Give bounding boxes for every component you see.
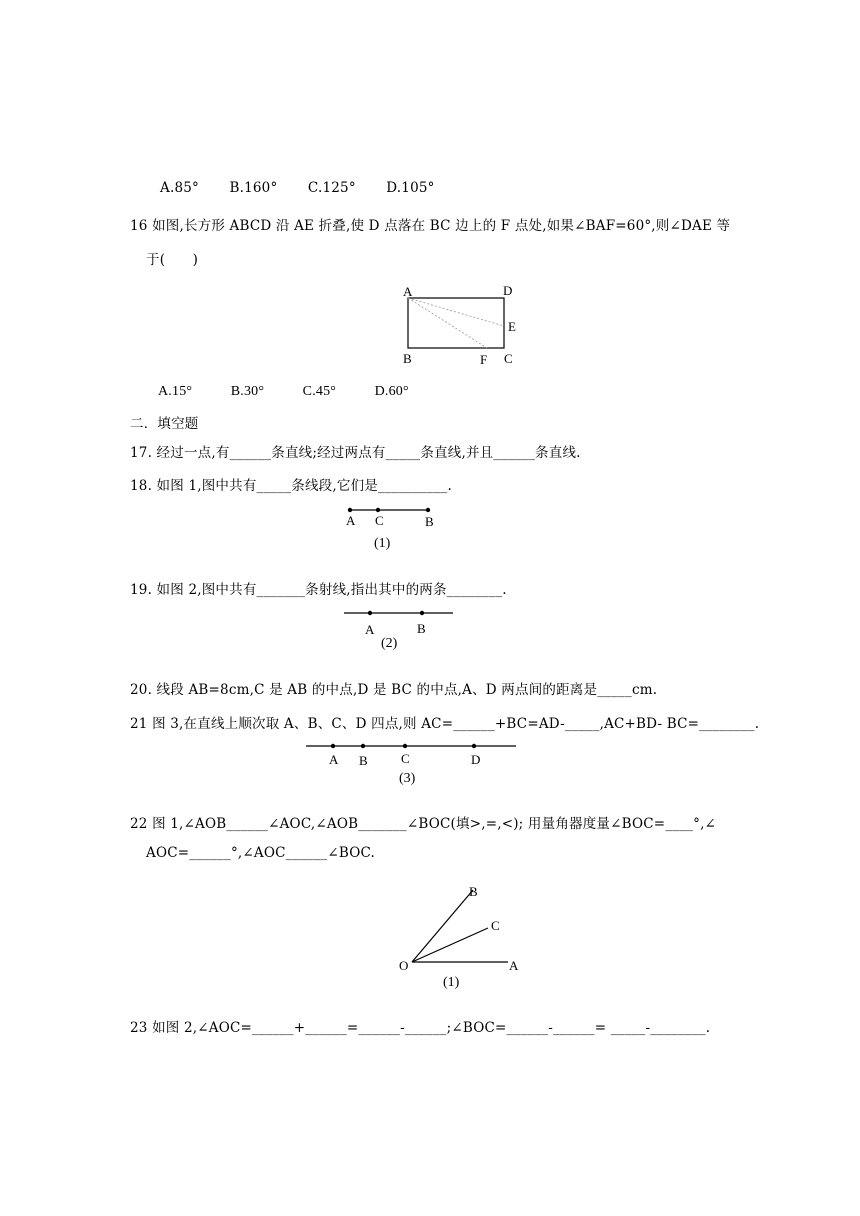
q22-label-b: B (469, 884, 478, 899)
section-heading: 二．填空题 (130, 416, 199, 432)
q19-label-b: B (417, 621, 426, 636)
q19-text: 19. 如图 2,图中共有_______条射线,指出其中的两条________. (130, 582, 507, 598)
q18-caption: (1) (374, 536, 391, 551)
q18-label-b: B (425, 514, 434, 529)
q16-option-c: C.45° (302, 384, 337, 399)
q15-option-d: D.105° (386, 180, 435, 196)
q23-text: 23 如图 2,∠AOC=______+______=______-______;∠BOC=______-______= _____-________. (130, 1020, 711, 1036)
fold-line-af (408, 298, 487, 348)
q18-label-c: C (375, 513, 384, 528)
q19-caption: (2) (381, 636, 398, 651)
q22-caption: (1) (443, 975, 460, 990)
point-d (472, 744, 476, 748)
point-b (361, 744, 365, 748)
q15-option-c: C.125° (307, 180, 356, 196)
ray-ob (412, 890, 473, 962)
q18-label-a: A (346, 513, 356, 528)
ray-oc (412, 928, 488, 962)
q22-label-o: O (399, 958, 409, 973)
q17-text: 17. 经过一点,有______条直线;经过两点有_____条直线,并且______条直线. (130, 445, 581, 461)
q15-option-b: B.160° (229, 180, 278, 196)
q16-text-line2: 于( ) (146, 252, 199, 268)
q16-options (158, 383, 443, 400)
q16-option-b: B.30° (230, 384, 265, 399)
q21-label-d: D (471, 752, 481, 767)
q22-label-a: A (509, 958, 519, 973)
q16-option-d: D.60° (374, 384, 409, 399)
q22-angle-figure (400, 870, 520, 970)
q18-text: 18. 如图 1,图中共有_____条线段,它们是__________. (130, 478, 452, 494)
point-a (348, 508, 352, 512)
rectangle-abcd (408, 298, 504, 348)
q16-label-e: E (508, 319, 516, 334)
q20-text: 20. 线段 AB=8cm,C 是 AB 的中点,D 是 BC 的中点,A、D 两点间的距离是_____cm. (130, 682, 658, 698)
q16-text-line1: 16 如图,长方形 ABCD 沿 AE 折叠,使 D 点落在 BC 边上的 F 点处,如果∠BAF=60°,则∠DAE 等 (130, 218, 731, 234)
q22-text-line1: 22 图 1,∠AOB______∠AOC,∠AOB_______∠BOC(填>,=,<); 用量角器度量∠BOC=____°,∠ (130, 816, 717, 832)
q21-label-a: A (329, 752, 339, 767)
q21-label-c: C (401, 751, 410, 766)
q22-text-line2: AOC=______°,∠AOC______∠BOC. (146, 845, 376, 861)
fold-line-ae (408, 298, 504, 326)
q21-caption: (3) (399, 771, 416, 786)
q21-text: 21 图 3,在直线上顺次取 A、B、C、D 四点,则 AC=______+BC=AD-_____,AC+BD- BC=________. (130, 716, 760, 732)
q19-label-a: A (365, 622, 375, 637)
point-c (376, 508, 380, 512)
q16-option-a: A.15° (158, 384, 193, 399)
point-b (420, 611, 424, 615)
point-b (426, 508, 430, 512)
q16-label-d: D (503, 283, 513, 298)
q19-line-figure (340, 606, 460, 622)
q16-label-f: F (480, 352, 488, 367)
point-a (368, 611, 372, 615)
q16-label-b: B (403, 351, 412, 366)
point-a (331, 744, 335, 748)
point-c (403, 744, 407, 748)
q15-options (160, 180, 461, 196)
q15-option-a: A.85° (160, 180, 199, 196)
q22-label-c: C (491, 918, 500, 933)
q21-label-b: B (359, 753, 368, 768)
q16-label-c: C (504, 351, 513, 366)
q16-label-a: A (403, 284, 413, 299)
